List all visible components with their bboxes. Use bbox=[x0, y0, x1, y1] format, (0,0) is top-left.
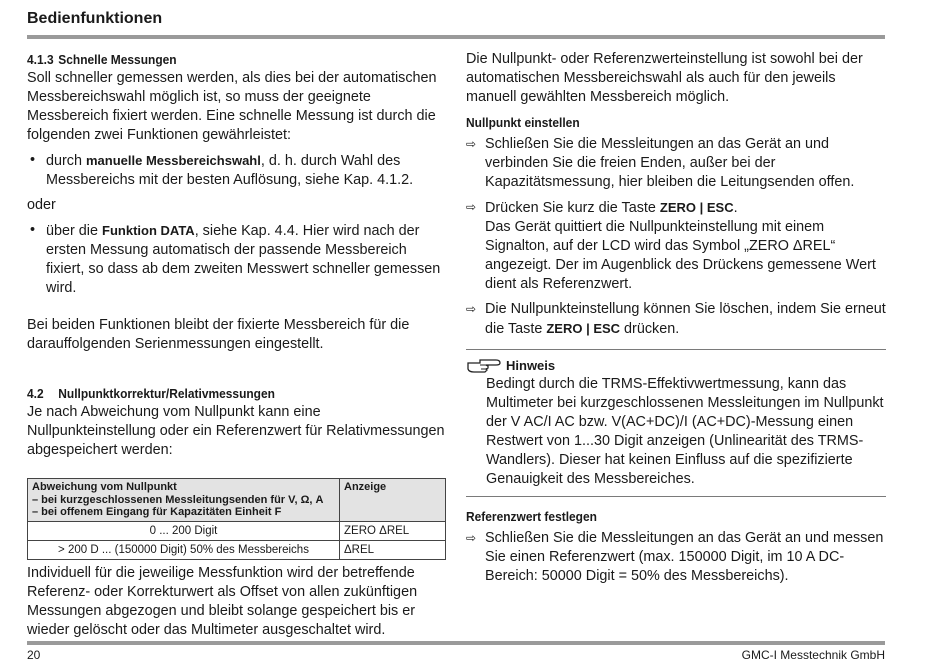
zero-offset-table bbox=[27, 478, 446, 560]
subheading-referenzwert-festlegen: Referenzwert festlegen bbox=[466, 509, 597, 524]
note-title: Hinweis bbox=[506, 358, 556, 373]
paragraph: Soll schneller gemessen werden, als dies bei der automatischen Messbereichswahl möglich ist, so muss der geeignete Messbereich fixiert werden. Eine schnelle Messung ist durch die folgenden zwei Funktionen gewährleistet: bbox=[27, 70, 437, 143]
bullet-text-post: , siehe Kap. 4.4. Hier wird nach der ersten Messung automatisch der passende Messbereich fixiert, so dass ab dem zweiten Messwert schneller gemessen wird. bbox=[46, 223, 441, 296]
section-heading-4-2 bbox=[27, 384, 412, 403]
step-text-cont: Das Gerät quittiert die Nullpunkteinstellung mit einem Signalton, auf der LCD wird das Symbol „ZERO ΔREL“ angezeigt. Der im Augenblick des Drückens gemessene Wert dient als Referenzwert. bbox=[485, 219, 876, 292]
bullet-text-pre: durch bbox=[46, 153, 86, 169]
step-text-pre: Drücken Sie kurz die Taste bbox=[485, 200, 660, 216]
step-item bbox=[466, 135, 886, 192]
bullet-mark: • bbox=[30, 152, 36, 168]
bullet-text-pre: über die bbox=[46, 223, 103, 239]
bullet-text-bold: Funktion DATA bbox=[102, 223, 195, 238]
key-label: ZERO | ESC bbox=[659, 200, 734, 215]
bullet-text-bold: manuelle Messbereichswahl bbox=[86, 153, 261, 168]
paragraph: Je nach Abweichung vom Nullpunkt kann eine Nullpunkteinstellung oder ein Referenzwert für Relativmessungen abgespeichert werden: bbox=[27, 404, 445, 458]
section-number: 4.1.3 bbox=[27, 52, 54, 67]
step-text-pre: Die Nullpunkteinstellung können Sie löschen, indem Sie erneut die Taste bbox=[485, 301, 886, 337]
table-cell-range: > 200 D ... (150000 Digit) 50% des Messbereichs bbox=[28, 540, 340, 559]
right-column bbox=[466, 50, 886, 586]
arrow-right-icon: ⇨ bbox=[466, 137, 477, 151]
table-header-deviation: Abweichung vom Nullpunkt – bei kurzgeschlossenen Messleitungsenden für V, Ω, A – bei offenem Eingang für Kapazitäten Einheit F bbox=[28, 479, 340, 522]
oder-text: oder bbox=[27, 197, 56, 213]
list-item bbox=[27, 151, 445, 190]
footer-company: GMC-I Messtechnik GmbH bbox=[741, 648, 885, 659]
pointing-hand-icon bbox=[466, 357, 502, 375]
table-row bbox=[28, 521, 446, 540]
table-cell-range: 0 ... 200 Digit bbox=[28, 521, 340, 540]
page-header-title: Bedienfunktionen bbox=[27, 10, 163, 27]
step-text: Schließen Sie die Messleitungen an das Gerät an und verbinden Sie die freien Enden, außer bei der Kapazitätsmessung, hier bleiben die Leitungsenden offen. bbox=[485, 136, 855, 190]
note-header bbox=[466, 356, 886, 375]
arrow-right-icon: ⇨ bbox=[466, 531, 477, 545]
table-cell-display: ZERO ΔREL bbox=[340, 521, 446, 540]
paragraph: Individuell für die jeweilige Messfunktion wird der betreffende Referenz- oder Korrekturwert als Offset von allen zukünftigen Messungen abgezogen und bleibt solange gespeichert bis er wieder gelöscht oder das Multimeter ausgeschaltet wird. bbox=[27, 564, 418, 638]
page-number: 20 bbox=[27, 648, 41, 659]
arrow-right-icon: ⇨ bbox=[466, 200, 477, 214]
bullet-mark: • bbox=[30, 222, 36, 238]
header-rule bbox=[27, 35, 885, 39]
key-label: ZERO | ESC bbox=[546, 321, 621, 336]
footer-rule bbox=[27, 641, 885, 645]
step-item bbox=[466, 300, 886, 339]
table-header-display: Anzeige bbox=[340, 479, 446, 522]
left-column bbox=[27, 50, 445, 640]
bullet-text-post: , d. h. durch Wahl des Messbereichs mit der besten Auflösung, siehe Kap. 4.1.2. bbox=[46, 153, 414, 188]
note-bottom-rule bbox=[466, 496, 886, 497]
table-cell-display: ΔREL bbox=[340, 540, 446, 559]
step-text-post: . bbox=[733, 200, 738, 216]
step-item bbox=[466, 198, 886, 294]
paragraph: Die Nullpunkt- oder Referenzwerteinstellung ist sowohl bei der automatischen Messbereichswahl als auch für den jeweils manuell gewählten Messbereich möglich. bbox=[466, 51, 863, 105]
list-item bbox=[27, 221, 445, 298]
note-box bbox=[466, 349, 886, 497]
subheading-nullpunkt-einstellen: Nullpunkt einstellen bbox=[466, 115, 580, 130]
step-item bbox=[466, 529, 886, 586]
note-text: Bedingt durch die TRMS-Effektivwertmessung, kann das Multimeter bei kurzgeschlossenen Messleitungen im Nullpunkt der V AC/I AC bzw. V(AC+DC)/I (AC+DC)-Messung einen Restwert von 1...30 Digit anzeigen (Unlinearität des TRMS-Wandlers). Dieser hat keinen Einfluss auf die spezifizierte Genauigkeit des Messbereiches. bbox=[486, 376, 884, 487]
paragraph: Bei beiden Funktionen bleibt der fixierte Messbereich für die darauffolgenden Serienmessungen eingestellt. bbox=[27, 317, 410, 352]
step-text: Schließen Sie die Messleitungen an das Gerät an und messen Sie einen Referenzwert (max. 150000 Digit, im 10 A DC-Bereich: 50000 Digit = 50% des Messbereichs). bbox=[485, 530, 884, 584]
table-header-row bbox=[28, 479, 446, 522]
section-number: 4.2 bbox=[27, 386, 44, 401]
arrow-right-icon: ⇨ bbox=[466, 302, 477, 316]
section-title: Nullpunktkorrektur/Relativmessungen bbox=[58, 386, 275, 401]
section-heading-4-1-3 bbox=[27, 50, 412, 69]
step-text-post: drücken. bbox=[620, 321, 680, 337]
section-title: Schnelle Messungen bbox=[58, 52, 177, 67]
table-row bbox=[28, 540, 446, 559]
